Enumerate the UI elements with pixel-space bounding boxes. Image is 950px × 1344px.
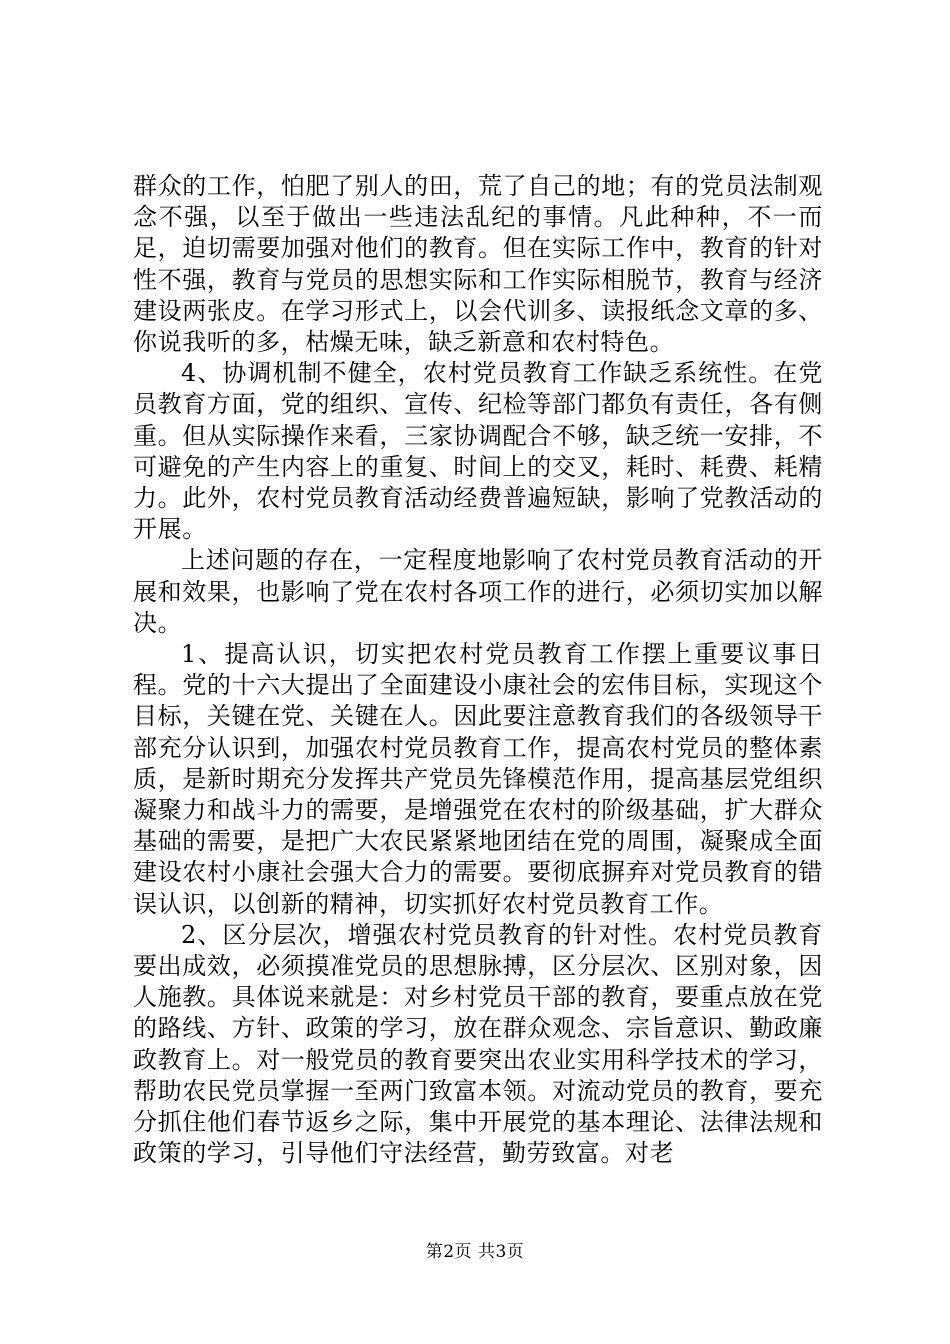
paragraph-continuation: 群众的工作，怕肥了别人的田，荒了自己的地；有的党员法制观念不强，以至于做出一些违法乱纪的事情。凡此种种，不一而足，迫切需要加强对他们的教育。但在实际工作中，教育的针对性不强，教育与党员的思想实际和工作实际相脱节，教育与经济建设两张皮。在学习形式上，以会代训多、读报纸念文章的多、你说我听的多，枯燥无味，缺乏新意和农村特色。 (133, 172, 823, 357)
page-number-footer: 第2页 共3页 (425, 1242, 525, 1262)
paragraph-levels: 2、区分层次，增强农村党员教育的针对性。农村党员教育要出成效，必须摸准党员的思想脉搏，区分层次、区别对象，因人施教。具体说来就是：对乡村党员干部的教育，要重点放在党的路线、方针、政策的学习，放在群众观念、宗旨意识、勤政廉政教育上。对一般党员的教育要突出农业实用科学技术的学习，帮助农民党员掌握一至两门致富本领。对流动党员的教育，要充分抓住他们春节返乡之际，集中开展党的基本理论、法律法规和政策的学习，引导他们守法经营，勤劳致富。对老 (133, 920, 823, 1168)
document-body (133, 171, 823, 1170)
paragraph-summary: 上述问题的存在，一定程度地影响了农村党员教育活动的开展和效果，也影响了党在农村各项工作的进行，必须切实加以解决。 (133, 546, 823, 637)
paragraph-awareness: 1、提高认识，切实把农村党员教育工作摆上重要议事日程。党的十六大提出了全面建设小康社会的宏伟目标，实现这个目标，关键在党、关键在人。因此要注意教育我们的各级领导干部充分认识到，加强农村党员教育工作，提高农村党员的整体素质，是新时期充分发挥共产党员先锋模范作用，提高基层党组织凝聚力和战斗力的需要，是增强党在农村的阶级基础，扩大群众基础的需要，是把广大农民紧紧地团结在党的周围，凝聚成全面建设农村小康社会强大合力的需要。要彻底摒弃对党员教育的错误认识，以创新的精神，切实抓好农村党员教育工作。 (133, 640, 823, 918)
paragraph-coordination: 4、协调机制不健全，农村党员教育工作缺乏系统性。在党员教育方面，党的组织、宣传、纪检等部门都负有责任，各有侧重。但从实际操作来看，三家协调配合不够，缺乏统一安排，不可避免的产生内容上的重复、时间上的交叉，耗时、耗费、耗精力。此外，农村党员教育活动经费普遍短缺，影响了党教活动的开展。 (133, 359, 823, 544)
